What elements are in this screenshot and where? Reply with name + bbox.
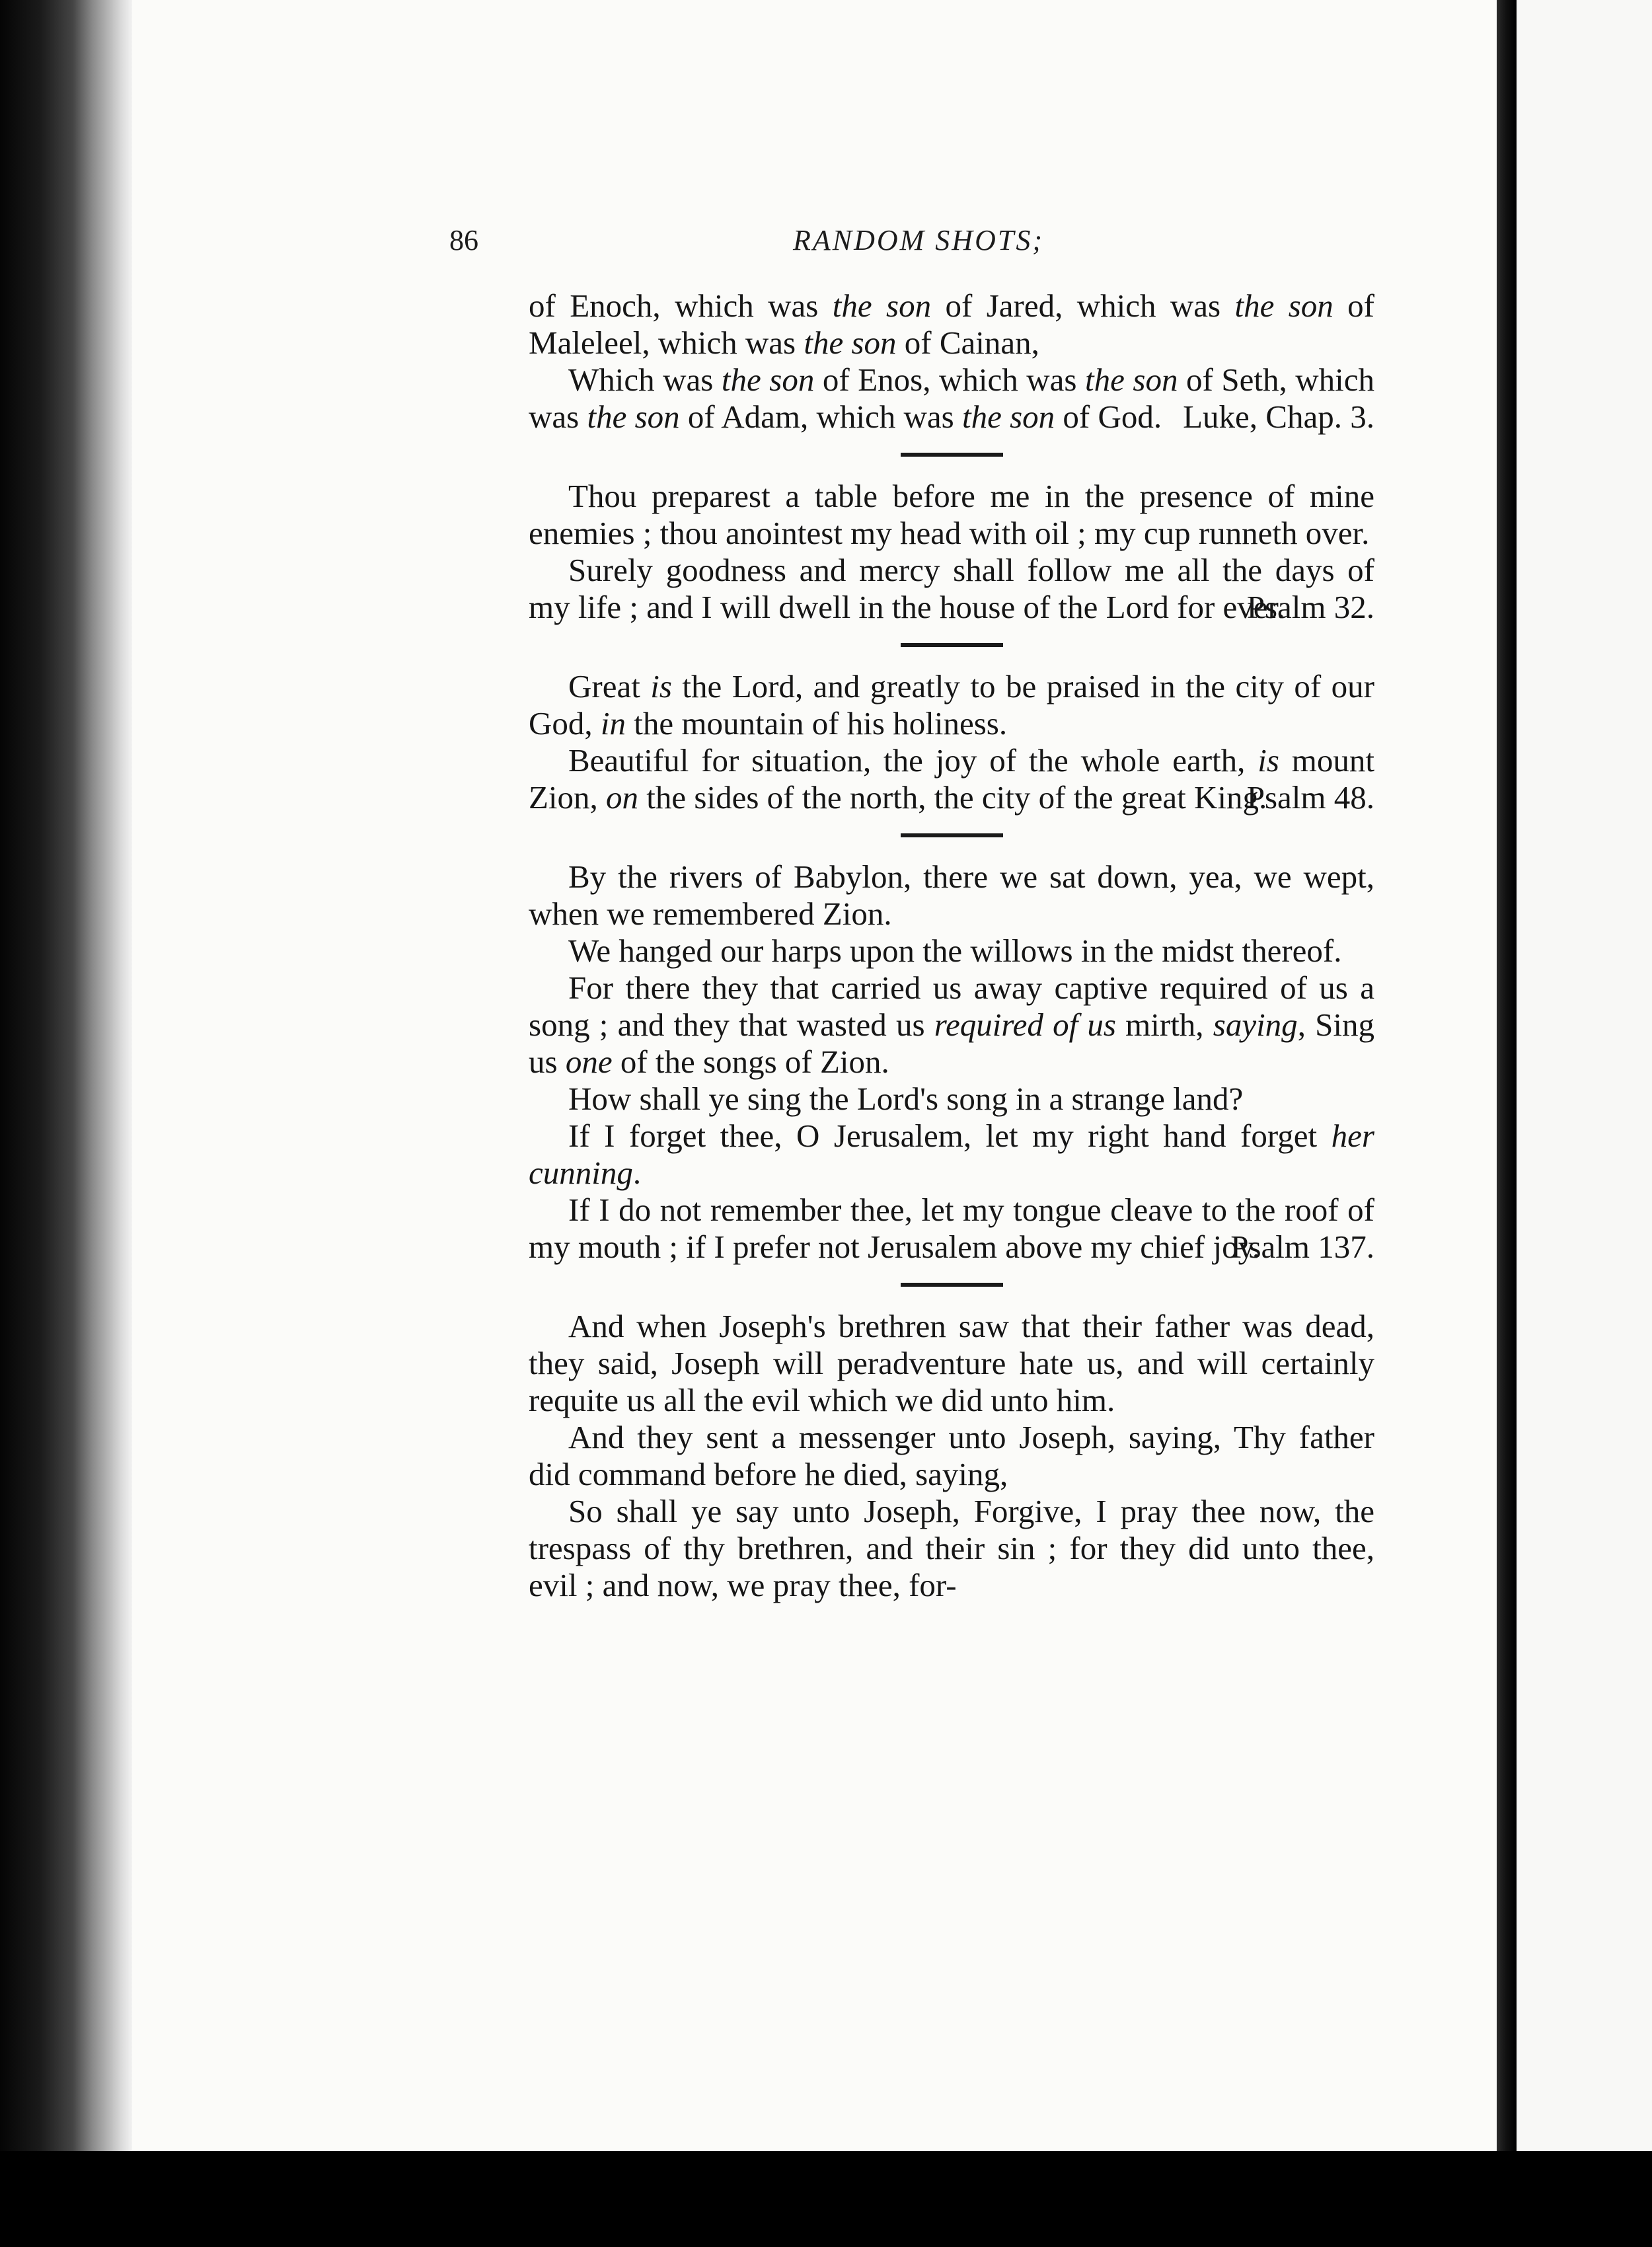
scan-border: [0, 2151, 1652, 2247]
paragraph: Great is the Lord, and greatly to be praised in the city of our God, in the mountain of his holiness.: [529, 668, 1374, 742]
paragraph: By the rivers of Babylon, there we sat down, yea, we wept, when we remembered Zion.: [529, 858, 1374, 932]
section-divider: [901, 643, 1003, 647]
paragraph: If I do not remember thee, let my tongue cleave to the roof of my mouth ; if I prefer not Jerusalem above my chief joy.: [529, 1192, 1374, 1265]
paragraph: We hanged our harps upon the willows in the midst thereof.: [568, 933, 1342, 969]
paragraph: How shall ye sing the Lord's song in a strange land?: [568, 1081, 1244, 1117]
scripture-reference: Psalm 32.: [1246, 589, 1374, 625]
paragraph: Thou preparest a table before me in the presence of mine enemies ; thou anointest my head with oil ; my cup runneth over.: [529, 478, 1374, 551]
page-number: 86: [449, 224, 478, 256]
scripture-reference: Luke, Chap. 3.: [1183, 399, 1374, 435]
section-divider: [901, 453, 1003, 457]
running-head: [449, 223, 1388, 270]
paragraph: If I forget thee, O Jerusalem, let my right hand forget her cunning.: [529, 1118, 1374, 1191]
passage-psalm-32: [529, 478, 1374, 626]
paragraph: of Enoch, which was the son of Jared, which was the son of Maleleel, which was the son of Cainan,: [529, 287, 1375, 361]
paragraph: Surely goodness and mercy shall follow me all the days of my life ; and I will dwell in the house of the Lord for ever.: [529, 552, 1374, 625]
scripture-reference: Psalm 48.: [1246, 779, 1374, 816]
passage-joseph: [529, 1308, 1374, 1604]
scripture-reference: Psalm 137.: [1230, 1229, 1374, 1265]
paragraph: And they sent a messenger unto Joseph, saying, Thy father did command before he died, saying,: [529, 1419, 1374, 1492]
passage-luke: [529, 287, 1374, 436]
book-spine-edge: [0, 0, 132, 2247]
text-block: [529, 287, 1374, 1604]
paragraph: Which was the son of Enos, which was the son of Seth, which was the son of Adam, which was the son of God.: [529, 362, 1374, 435]
paragraph: Beautiful for situation, the joy of the whole earth, is mount Zion, on the sides of the north, the city of the great King.: [529, 742, 1374, 816]
book-gutter: [1497, 0, 1517, 2151]
paragraph: And when Joseph's brethren saw that their father was dead, they said, Joseph will peradventure hate us, and will certainly requite us all the evil which we did unto him.: [529, 1308, 1374, 1418]
facing-page: [1517, 0, 1652, 2151]
paragraph: For there they that carried us away captive required of us a song ; and they that wasted us required of us mirth, saying, Sing us one of the songs of Zion.: [529, 970, 1374, 1080]
section-divider: [901, 1283, 1003, 1287]
section-divider: [901, 833, 1003, 837]
passage-psalm-137: [529, 858, 1374, 1266]
passage-psalm-48: [529, 668, 1374, 816]
running-title: RANDOM SHOTS;: [793, 224, 1044, 256]
paragraph: So shall ye say unto Joseph, Forgive, I pray thee now, the trespass of thy brethren, and their sin ; for they did unto thee, evil ; and now, we pray thee, for-: [529, 1493, 1374, 1603]
